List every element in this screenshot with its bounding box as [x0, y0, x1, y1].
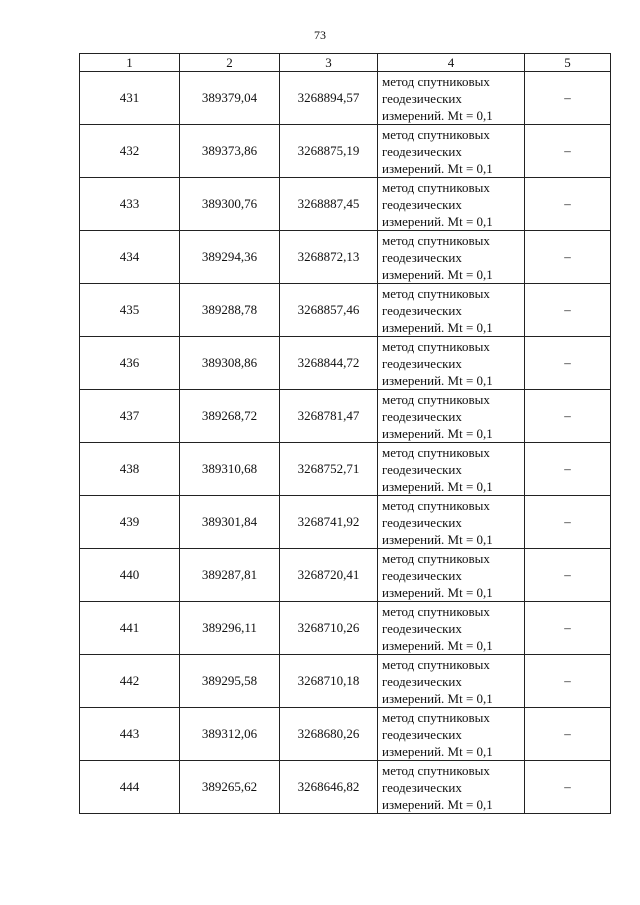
- y-coordinate-cell: 3268894,57: [280, 72, 378, 125]
- table-header-row: [80, 54, 611, 72]
- method-cell: метод спутниковых геодезических измерений. Mt = 0,1: [378, 178, 525, 231]
- method-cell: метод спутниковых геодезических измерений. Mt = 0,1: [378, 390, 525, 443]
- x-coordinate-cell: 389296,11: [180, 602, 280, 655]
- point-number-cell: 444: [80, 761, 180, 814]
- y-coordinate-cell: 3268710,26: [280, 602, 378, 655]
- y-coordinate-cell: 3268844,72: [280, 337, 378, 390]
- y-coordinate-cell: 3268720,41: [280, 549, 378, 602]
- point-number-cell: 438: [80, 443, 180, 496]
- note-cell: –: [525, 602, 611, 655]
- table-row: [80, 655, 611, 708]
- table-row: [80, 125, 611, 178]
- y-coordinate-cell: 3268781,47: [280, 390, 378, 443]
- method-cell: метод спутниковых геодезических измерений. Mt = 0,1: [378, 284, 525, 337]
- y-coordinate-cell: 3268752,71: [280, 443, 378, 496]
- y-coordinate-cell: 3268680,26: [280, 708, 378, 761]
- note-cell: –: [525, 496, 611, 549]
- note-cell: –: [525, 443, 611, 496]
- note-cell: –: [525, 337, 611, 390]
- page-number: 73: [314, 28, 326, 42]
- x-coordinate-cell: 389294,36: [180, 231, 280, 284]
- note-cell: –: [525, 761, 611, 814]
- note-cell: –: [525, 284, 611, 337]
- table-row: [80, 337, 611, 390]
- x-coordinate-cell: 389301,84: [180, 496, 280, 549]
- note-cell: –: [525, 178, 611, 231]
- point-number-cell: 441: [80, 602, 180, 655]
- y-coordinate-cell: 3268646,82: [280, 761, 378, 814]
- point-number-cell: 432: [80, 125, 180, 178]
- x-coordinate-cell: 389310,68: [180, 443, 280, 496]
- column-header-1: 1: [80, 54, 180, 72]
- x-coordinate-cell: 389265,62: [180, 761, 280, 814]
- point-number-cell: 437: [80, 390, 180, 443]
- x-coordinate-cell: 389312,06: [180, 708, 280, 761]
- method-cell: метод спутниковых геодезических измерений. Mt = 0,1: [378, 602, 525, 655]
- x-coordinate-cell: 389268,72: [180, 390, 280, 443]
- method-cell: метод спутниковых геодезических измерений. Mt = 0,1: [378, 231, 525, 284]
- method-cell: метод спутниковых геодезических измерений. Mt = 0,1: [378, 549, 525, 602]
- note-cell: –: [525, 549, 611, 602]
- point-number-cell: 439: [80, 496, 180, 549]
- y-coordinate-cell: 3268875,19: [280, 125, 378, 178]
- column-header-5: 5: [525, 54, 611, 72]
- point-number-cell: 431: [80, 72, 180, 125]
- table-row: [80, 549, 611, 602]
- method-cell: метод спутниковых геодезических измерений. Mt = 0,1: [378, 761, 525, 814]
- method-cell: метод спутниковых геодезических измерений. Mt = 0,1: [378, 655, 525, 708]
- method-cell: метод спутниковых геодезических измерений. Mt = 0,1: [378, 72, 525, 125]
- table-row: [80, 761, 611, 814]
- note-cell: –: [525, 231, 611, 284]
- note-cell: –: [525, 390, 611, 443]
- x-coordinate-cell: 389287,81: [180, 549, 280, 602]
- column-header-2: 2: [180, 54, 280, 72]
- x-coordinate-cell: 389308,86: [180, 337, 280, 390]
- method-cell: метод спутниковых геодезических измерений. Mt = 0,1: [378, 443, 525, 496]
- x-coordinate-cell: 389379,04: [180, 72, 280, 125]
- point-number-cell: 443: [80, 708, 180, 761]
- note-cell: –: [525, 655, 611, 708]
- table-row: [80, 284, 611, 337]
- y-coordinate-cell: 3268872,13: [280, 231, 378, 284]
- point-number-cell: 434: [80, 231, 180, 284]
- y-coordinate-cell: 3268857,46: [280, 284, 378, 337]
- point-number-cell: 435: [80, 284, 180, 337]
- note-cell: –: [525, 125, 611, 178]
- method-cell: метод спутниковых геодезических измерений. Mt = 0,1: [378, 496, 525, 549]
- point-number-cell: 433: [80, 178, 180, 231]
- method-cell: метод спутниковых геодезических измерений. Mt = 0,1: [378, 708, 525, 761]
- x-coordinate-cell: 389295,58: [180, 655, 280, 708]
- table-body: [80, 72, 611, 814]
- y-coordinate-cell: 3268887,45: [280, 178, 378, 231]
- x-coordinate-cell: 389300,76: [180, 178, 280, 231]
- table-row: [80, 602, 611, 655]
- table-row: [80, 231, 611, 284]
- note-cell: –: [525, 708, 611, 761]
- column-header-4: 4: [378, 54, 525, 72]
- coordinates-table: [79, 53, 611, 814]
- point-number-cell: 440: [80, 549, 180, 602]
- table-row: [80, 443, 611, 496]
- method-cell: метод спутниковых геодезических измерений. Mt = 0,1: [378, 337, 525, 390]
- y-coordinate-cell: 3268741,92: [280, 496, 378, 549]
- table-row: [80, 72, 611, 125]
- note-cell: –: [525, 72, 611, 125]
- x-coordinate-cell: 389288,78: [180, 284, 280, 337]
- table-row: [80, 496, 611, 549]
- y-coordinate-cell: 3268710,18: [280, 655, 378, 708]
- table-row: [80, 708, 611, 761]
- point-number-cell: 442: [80, 655, 180, 708]
- x-coordinate-cell: 389373,86: [180, 125, 280, 178]
- table-row: [80, 390, 611, 443]
- method-cell: метод спутниковых геодезических измерений. Mt = 0,1: [378, 125, 525, 178]
- point-number-cell: 436: [80, 337, 180, 390]
- column-header-3: 3: [280, 54, 378, 72]
- table-row: [80, 178, 611, 231]
